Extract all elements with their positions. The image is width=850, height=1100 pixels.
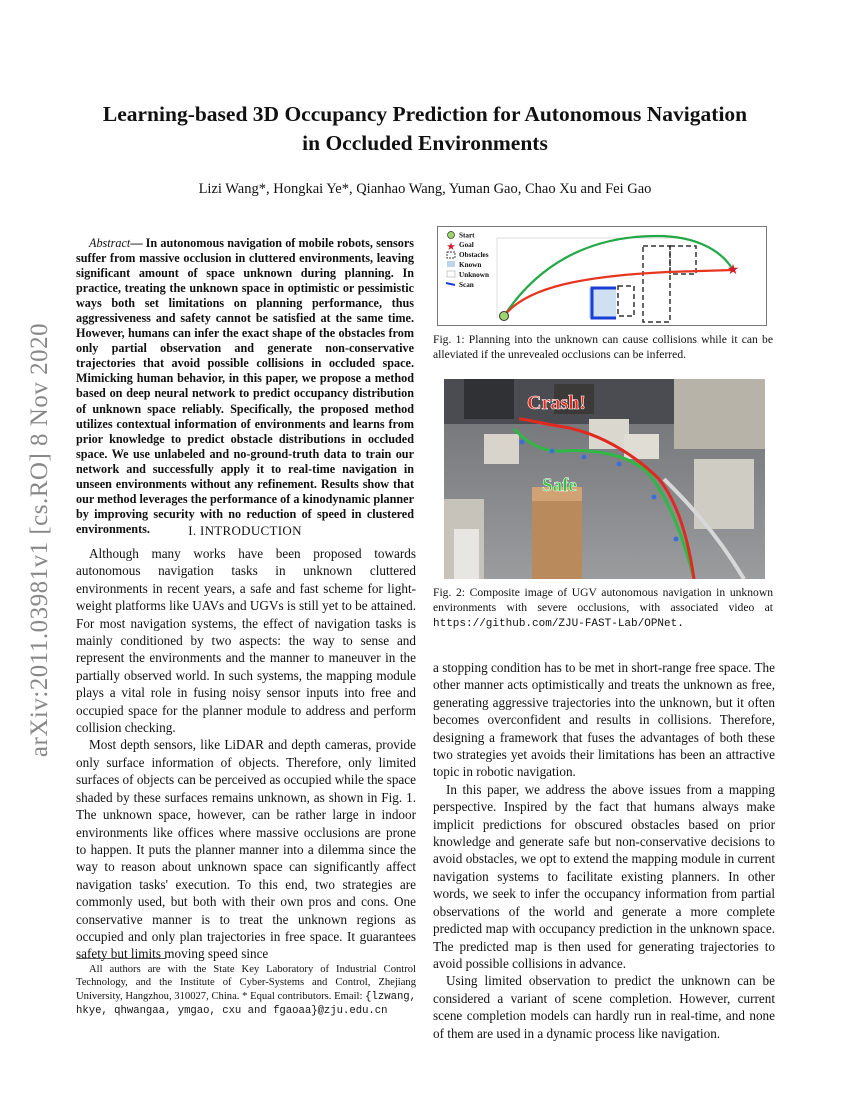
paragraph: Although many works have been proposed towards autonomous navigation tasks in unknown cluttered environments in recent years, a safe and fast scheme for light-weight platforms like UAVs and UGVs is still yet to be attained. For most navigation systems, the effect of navigation tasks is mainly conditioned by two aspects: the way to sense and represent the environments and the manner to maneuver in the partially observed world. In such systems, the mapping module plays a vital role in fusing noisy sensor inputs into free and occupied space for the planner module to address and perform collision checking. (76, 546, 416, 736)
unknown-legend-icon (447, 271, 455, 277)
legend-known: Known (459, 261, 482, 269)
legend-goal: Goal (459, 241, 474, 249)
known-legend-icon (447, 261, 455, 267)
left-column-body (76, 545, 416, 963)
figure-1-caption: Fig. 1: Planning into the unknown can cause collisions while it can be alleviated if the unrevealed occlusions can be inferred. (433, 333, 773, 362)
paragraph: Most depth sensors, like LiDAR and depth cameras, provide only surface information of objects. Therefore, only limited surfaces of objects can be perceived as occupied while the space shaded by these surfaces remains unknown, as shown in Fig. 1. The unknown space, however, can be rather large in indoor environments like offices where massive occlusions are prone to happen. It puts the planner manner into a dilemma since the way to reason about unknown space can significantly affect navigation tasks' execution. To this end, two strategies are commonly used, but both with their own pros and cons. One conservative manner is to treat the unknown regions as occupied and only plan trajectories in free space. It guarantees safety but limits moving speed since (76, 737, 416, 962)
section-heading-introduction: I. INTRODUCTION (188, 523, 302, 538)
video-link[interactable]: https://github.com/ZJU-FAST-Lab/OPNet. (433, 618, 684, 631)
legend-obstacles: Obstacles (459, 251, 489, 259)
abstract-text: In autonomous navigation of mobile robots, sensors suffer from massive occlusion in cluttered environments, leaving significant amount of space unknown during planning. In practice, treating the unknown space in optimistic or pessimistic ways both set limitations on planning performance, thus aggressiveness and safety cannot be satisfied at the same time. However, humans can infer the exact shape of the obstacles from only partial observation and generate non-conservative trajectories that avoid possible collisions in occluded space. Mimicking human behavior, in this paper, we propose a method based on deep neural network to predict occupancy distribution of unknown space reliably. Specifically, the proposed method utilizes contextual information of environments and learns from prior knowledge to predict obstacle distributions in occluded space. We use unlabeled and no-ground-truth data to train our network and successfully apply it to real-time navigation in unseen environments without any refinement. Results show that our method leverages the performance of a kinodynamic planner by improving security with no reduction of speed in clustered environments. (76, 236, 414, 536)
figure-1-diagram (437, 226, 767, 326)
legend-start: Start (459, 231, 475, 240)
arxiv-stamp (20, 300, 60, 780)
arxiv-id: arXiv:2011.03981v1 [cs.RO] 8 Nov 2020 (26, 322, 53, 758)
figure-2-caption-text: Fig. 2: Composite image of UGV autonomous navigation in unknown environments with severe occlusions, with associated video at (433, 586, 773, 615)
figure-2-photo (444, 379, 765, 579)
figure-2-caption (433, 585, 773, 633)
paragraph: Using limited observation to predict the unknown can be considered a variant of scene completion. However, current scene completion models can hardly run in real-time, and none of them are used in a dynamic process like navigation. (433, 973, 775, 1041)
author-list: Lizi Wang*, Hongkai Ye*, Qianhao Wang, Yuman Gao, Chao Xu and Fei Gao (198, 181, 652, 197)
paragraph: In this paper, we address the above issues from a mapping perspective. Inspired by the fact that humans always make implicit predictions for obscured obstacles based on prior knowledge and generate safe but non-conservative decisions to avoid obstacles, we opt to extend the mapping module in current navigation systems to facilitate existing planners. In other words, we seek to infer the occupancy information from partial observations of the world and generate a more complete predicted map with occupancy prediction in the unknown space. The predicted map is then used for generating trajectories to avoid possible collisions in advance. (433, 781, 775, 971)
crash-label: Crash! (527, 392, 586, 414)
right-column-body (433, 659, 775, 1042)
legend-scan: Scan (459, 281, 474, 289)
title-line-2: in Occluded Environments (302, 131, 548, 155)
footnote-divider (76, 958, 166, 959)
footnote-email-label: Email: (334, 990, 363, 1002)
legend-unknown: Unknown (459, 271, 489, 279)
goal-star-icon: ★ (726, 263, 740, 278)
footnote (76, 963, 416, 1018)
start-legend-icon (448, 232, 455, 239)
abstract-dash: — (130, 236, 143, 250)
safe-label: Safe (542, 475, 577, 496)
start-marker (500, 312, 509, 321)
paragraph: a stopping condition has to be met in short-range free space. The other manner acts optimistically and treats the unknown as free, generating aggressive trajectories into the unknown, but it often becomes overconfident and results in collisions. Therefore, designing a framework that fuses the advantages of both these two strategies yet avoids their limitations has been an attractive topic in robotic navigation. (433, 660, 775, 780)
footnote-text: All authors are with the State Key Laboratory of Industrial Control Technology, and the Institute of Cyber-Systems and Control, Zhejiang University, Hangzhou, 310027, China. * Equal contributors. (76, 964, 416, 1002)
footnote-email: {lzwang, hkye, qhwangaa, ymgao, cxu and fgaoaa}@zju.edu.cn (76, 990, 417, 1017)
abstract-label: Abstract (89, 236, 131, 250)
goal-legend-icon: ★ (446, 241, 456, 252)
title-line-1: Learning-based 3D Occupancy Prediction for Autonomous Navigation (102, 102, 748, 126)
paper-title (60, 100, 790, 158)
abstract (76, 236, 414, 537)
